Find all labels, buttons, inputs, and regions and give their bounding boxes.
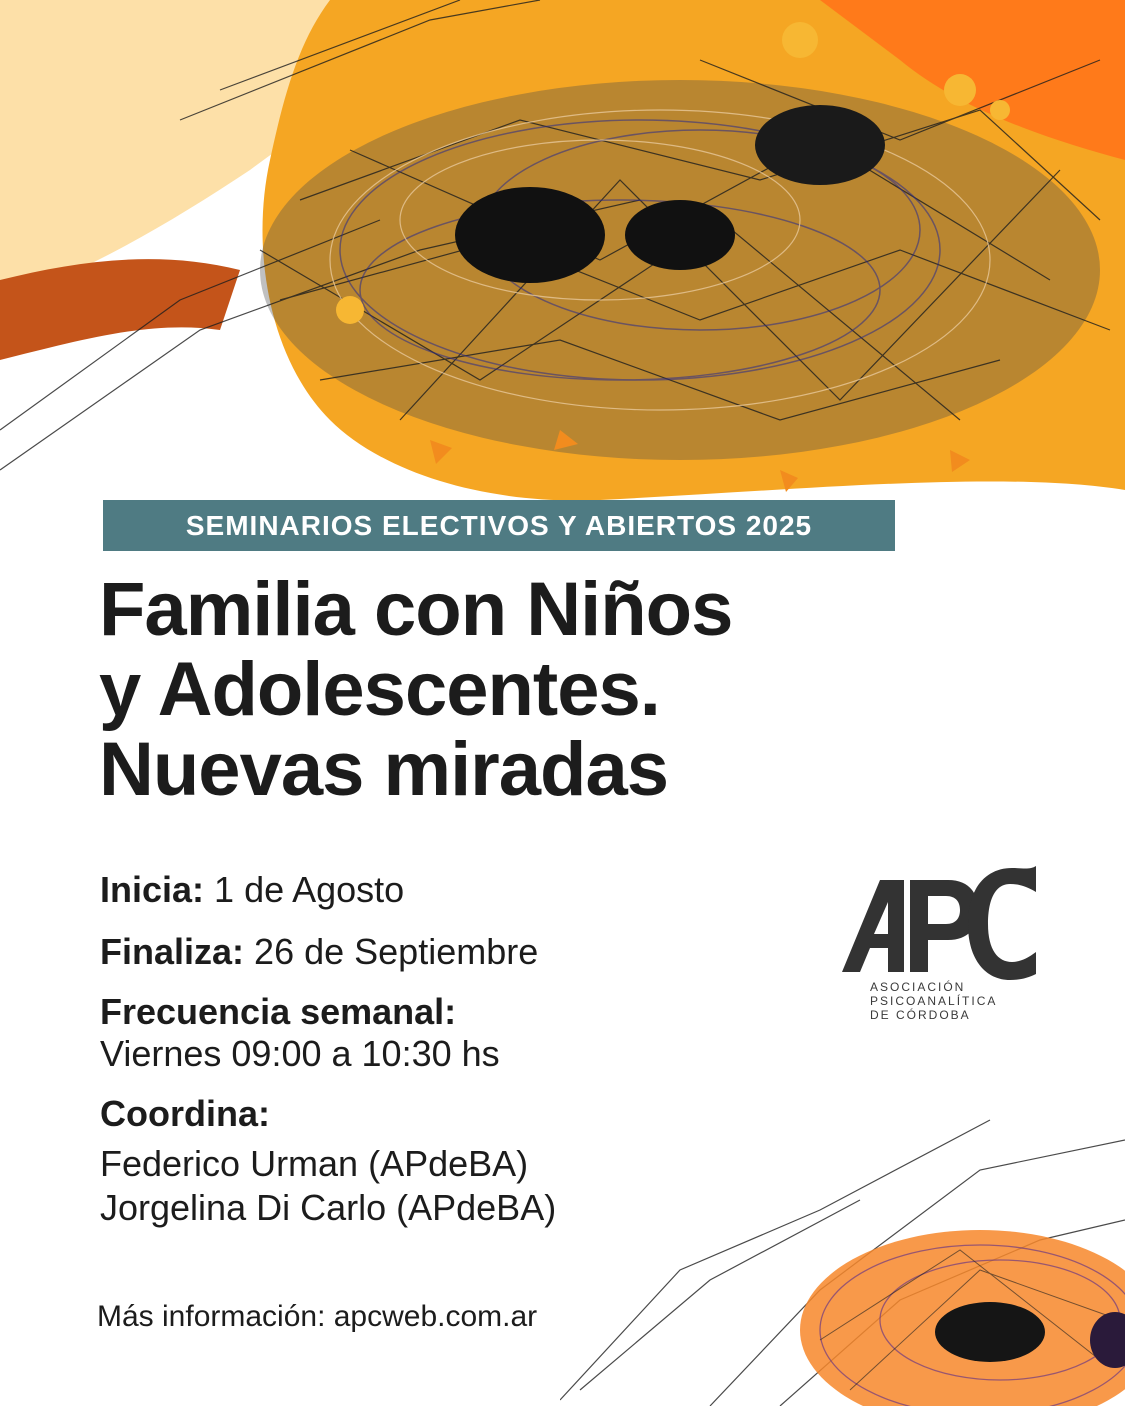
coordinator-1: Federico Urman (APdeBA) (100, 1143, 529, 1184)
logo-subtitle-line-1: ASOCIACIÓN (870, 980, 966, 994)
start-date-row (100, 868, 404, 912)
start-date-label: Inicia: (100, 869, 205, 910)
title-line-2: y Adolescentes. (99, 647, 660, 732)
frequency-value: Viernes 09:00 a 10:30 hs (100, 1033, 500, 1074)
coordinators-label: Coordina: (100, 1093, 270, 1134)
frequency-label: Frecuencia semanal: (100, 991, 457, 1032)
end-date-value: 26 de Septiembre (254, 931, 539, 972)
logo-subtitle-line-3: DE CÓRDOBA (870, 1008, 971, 1022)
more-info-link[interactable]: Más información: apcweb.com.ar (97, 1300, 538, 1333)
page-title (99, 567, 979, 812)
nest-artwork-top (0, 0, 1125, 520)
coordinator-2: Jorgelina Di Carlo (APdeBA) (100, 1187, 557, 1228)
start-date-value: 1 de Agosto (214, 869, 405, 910)
title-line-3: Nuevas miradas (99, 727, 668, 812)
nest-artwork-bottom (560, 1100, 1125, 1406)
title-line-1: Familia con Niños (99, 567, 733, 652)
end-date-row (100, 930, 538, 974)
logo-subtitle-line-2: PSICOANALÍTICA (870, 994, 998, 1008)
apc-logo-subtitle (870, 980, 1070, 1022)
seminar-banner: SEMINARIOS ELECTIVOS Y ABIERTOS 2025 (103, 500, 895, 551)
end-date-label: Finaliza: (100, 931, 245, 972)
